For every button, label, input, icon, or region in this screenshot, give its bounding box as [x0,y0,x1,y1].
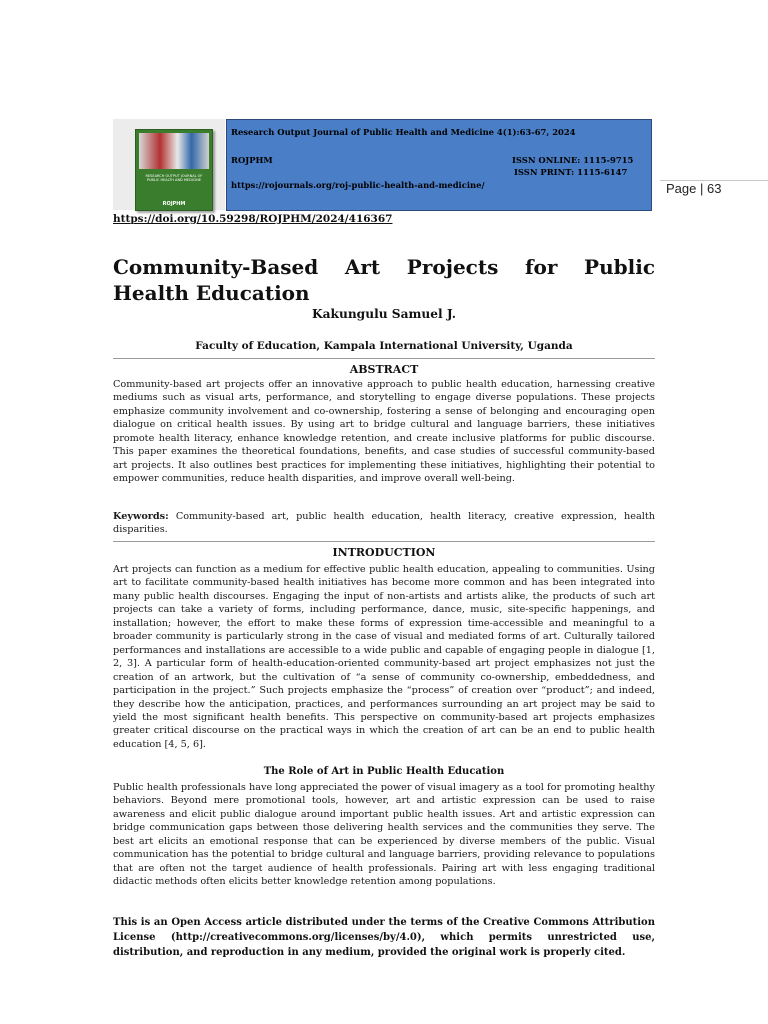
introduction-text: Art projects can function as a medium for effective public health education, appealing to communities. Using art to facilitate community-based health initiatives has become more common and has been integrated into many public health discourses. Engaging the input of non-artists and artists alike, the products of such art projects can take a variety of forms, including performance, dance, music, site-specific happenings, and installation; however, the effort to make these forms of expression time-accessible and meaningful to a broader community is particularly strong in the case of visual and mediated forms of art. Culturally tailored performances and installations are accessible to a wide public and capable of engaging people in dialogue [1, 2, 3]. A particular form of health-education-oriented community-based art project emphasizes not just the creation of an artwork, but the cultivation of “a sense of community co-ownership, embeddedness, and participation in the project.” Such projects emphasize the “process” of creation over “product”; and indeed, they describe how the anticipation, practices, and performances surrounding an art project may be said to yield the most significant health benefits. This perspective on community-based art projects emphasizes greater critical discourse on the practical ways in which the creation of art can be an end to public health education [4, 5, 6]. [113,564,655,750]
cover-title: RESEARCH OUTPUT JOURNAL OF PUBLIC HEALTH AND MEDICINE [145,174,203,182]
abstract-heading: ABSTRACT [349,363,419,376]
journal-info-box [226,119,652,211]
journal-citation: Research Output Journal of Public Health and Medicine 4(1):63-67, 2024 [231,127,576,137]
journal-cover-image [113,119,225,210]
author-affiliation: Faculty of Education, Kampala International University, Uganda [195,340,573,352]
doi-link[interactable]: https://doi.org/10.59298/ROJPHM/2024/416367 [113,213,393,225]
divider [113,541,655,542]
keywords [113,510,655,537]
role-section-heading: The Role of Art in Public Health Education [263,766,505,777]
cover-book [135,129,213,211]
cover-photo-strip [139,133,209,169]
abstract-body: Community-based art projects offer an innovative approach to public health education, harnessing creative mediums such as visual arts, performance, and storytelling to engage diverse populations. These projects emphasize community involvement and co-ownership, fostering a sense of belonging and encouraging open dialogue on critical health issues. By using art to bridge cultural and language barriers, these initiatives promote health literacy, enhance knowledge retention, and create inclusive platforms for public discourse. This paper examines the theoretical foundations, benefits, and case studies of successful community-based art projects. It also outlines best practices for implementing these initiatives, highlighting their potential to empower communities, reduce health disparities, and improve overall well-being. [113,379,655,485]
cover-logo: ROJPHM [162,201,186,207]
abstract-text [113,378,655,486]
journal-url[interactable]: https://rojournals.org/roj-public-health-and-medicine/ [231,180,485,190]
license-statement: This is an Open Access article distributed under the terms of the Creative Commons Attribution License (http://creativecommons.org/licenses/by/4.0), which permits unrestricted use, distribution, and reproduction in any medium, provided the original work is properly cited. [113,917,655,958]
page-number: Page | 63 [666,181,722,196]
article-title: Community-Based Art Projects for Public Health Education [113,255,655,305]
issn-online: ISSN ONLINE: 1115-9715 [512,155,634,165]
keywords-label: Keywords: [113,511,169,522]
author-name: Kakungulu Samuel J. [312,307,456,321]
keywords-text: Community-based art, public health education, health literacy, creative expression, health disparities. [113,511,655,536]
issn-print: ISSN PRINT: 1115-6147 [514,167,628,177]
journal-abbreviation: ROJPHM [231,155,273,165]
divider [113,358,655,359]
role-section-text: Public health professionals have long appreciated the power of visual imagery as a tool for promoting healthy behaviors. Beyond mere promotional tools, however, art and artistic expression can be used to raise awareness and elicit public dialogue around important public health issues. Art and artistic expression can bridge communication gaps between those delivering health services and the communities they serve. The best art elicits an emotional response that can be experienced by diverse members of the public. Visual communication has the potential to bridge cultural and language barriers, providing relevance to populations that are often not the target audience of health professionals. Pairing art with less engaging traditional didactic methods often elicits better knowledge retention among populations. [113,782,655,888]
introduction-heading: INTRODUCTION [332,546,436,559]
